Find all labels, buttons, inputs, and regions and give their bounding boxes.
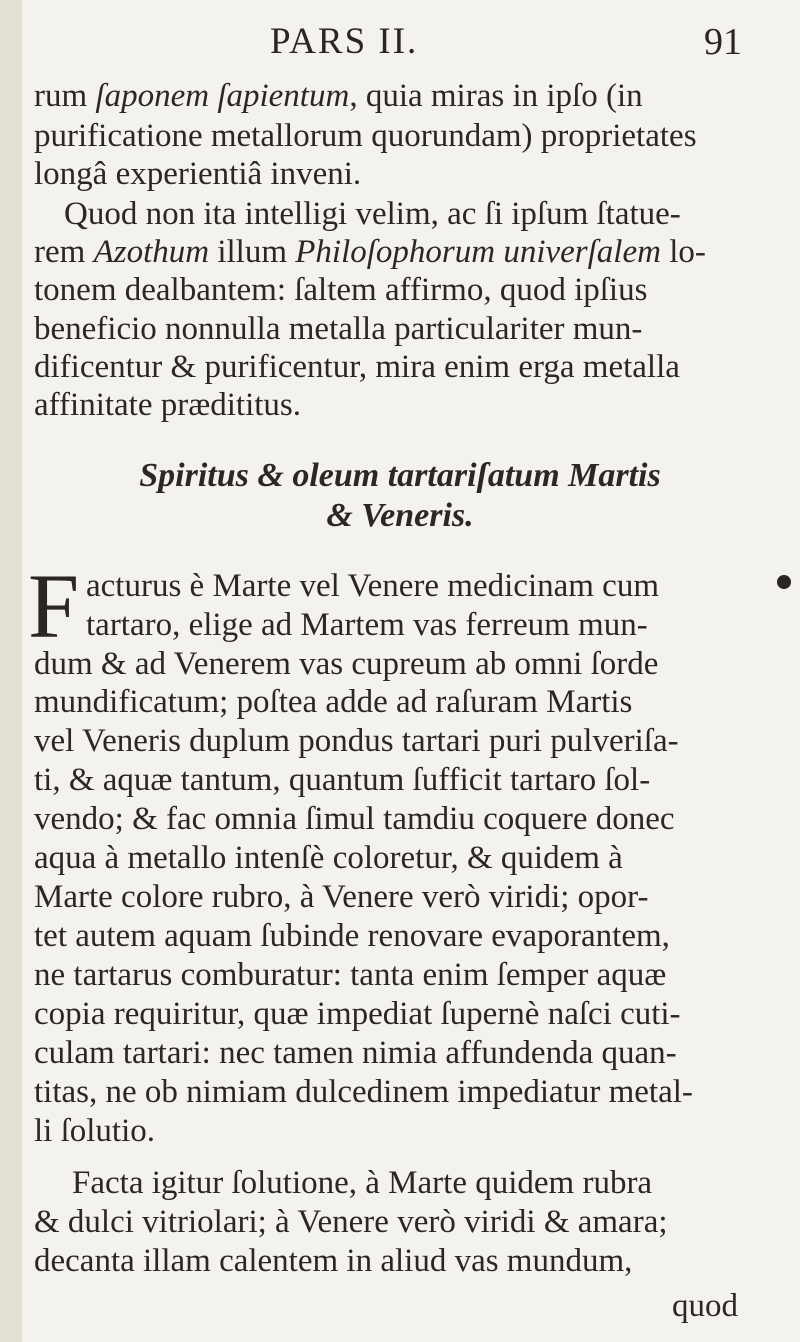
page-header <box>0 14 800 64</box>
page-number: 91 <box>704 21 742 63</box>
text-line: Marte colore rubro, à Venere verò viridi; opor- <box>34 879 649 915</box>
text-run: illum <box>209 234 296 270</box>
ink-speck <box>777 575 791 589</box>
text-line: longâ experientiâ inveni. <box>34 156 362 192</box>
text-line: ti, & aquæ tantum, quantum ſufficit tartaro ſol- <box>34 762 651 798</box>
text-line: Facta igitur ſolutione, à Marte quidem rubra <box>72 1165 653 1201</box>
catchword: quod <box>672 1288 738 1324</box>
text-line: vel Veneris duplum pondus tartari puri pulveriſa- <box>34 723 679 759</box>
text-line: & dulci vitriolari; à Venere verò viridi & amara; <box>34 1204 668 1240</box>
text-line: affinitate prædititus. <box>34 387 302 423</box>
text-run: rem <box>34 234 94 270</box>
text-line <box>34 76 780 116</box>
text-line: vendo; & fac omnia ſimul tamdiu coquere donec <box>34 801 675 837</box>
text-line: purificatione metallorum quorundam) proprietates <box>34 118 697 154</box>
text-line: Quod non ita intelligi velim, ac ſi ipſum ſtatue- <box>64 196 681 232</box>
text-line: dificentur & purificentur, mira enim erga metalla <box>34 349 680 385</box>
text-run: rum <box>34 78 96 114</box>
text-line: culam tartari: nec tamen nimia affundenda quan- <box>34 1035 677 1071</box>
running-head: PARS II. <box>270 21 419 62</box>
text-line: tet autem aquam ſubinde renovare evaporantem, <box>34 918 670 954</box>
text-line: copia requiritur, quæ impediat ſupernè naſci cuti- <box>34 996 681 1032</box>
text-line: acturus è Marte vel Venere medicinam cum <box>86 568 659 604</box>
section-title: & Veneris. <box>326 497 474 534</box>
italic-run: ſaponem ſapientum <box>95 78 350 114</box>
text-line <box>34 232 780 272</box>
text-line: tartaro, elige ad Martem vas ferreum mun- <box>86 607 648 643</box>
text-line: beneficio nonnulla metalla particulariter mun- <box>34 311 643 347</box>
text-run: , quia miras in ipſo (in <box>349 78 643 114</box>
text-line: tonem dealbantem: ſaltem affirmo, quod ipſius <box>34 272 648 308</box>
text-line: ne tartarus comburatur: tanta enim ſemper aquæ <box>34 957 667 993</box>
paper-bleed-mark <box>0 0 22 1342</box>
text-run: lo- <box>660 234 706 270</box>
text-line: li ſolutio. <box>34 1113 156 1149</box>
text-line: decanta illam calentem in aliud vas mundum, <box>34 1243 633 1279</box>
text-line: titas, ne ob nimiam dulcedinem impediatur metal- <box>34 1074 693 1110</box>
text-line: dum & ad Venerem vas cupreum ab omni ſorde <box>34 646 659 682</box>
italic-run: Azothum <box>93 234 210 270</box>
drop-cap: F <box>28 555 80 657</box>
text-line: aqua à metallo intenſè coloretur, & quidem à <box>34 840 623 876</box>
section-title: Spiritus & oleum tartariſatum Martis <box>139 457 661 494</box>
italic-run: Philoſophorum univerſalem <box>295 234 661 270</box>
text-line: mundificatum; poſtea adde ad raſuram Martis <box>34 684 633 720</box>
